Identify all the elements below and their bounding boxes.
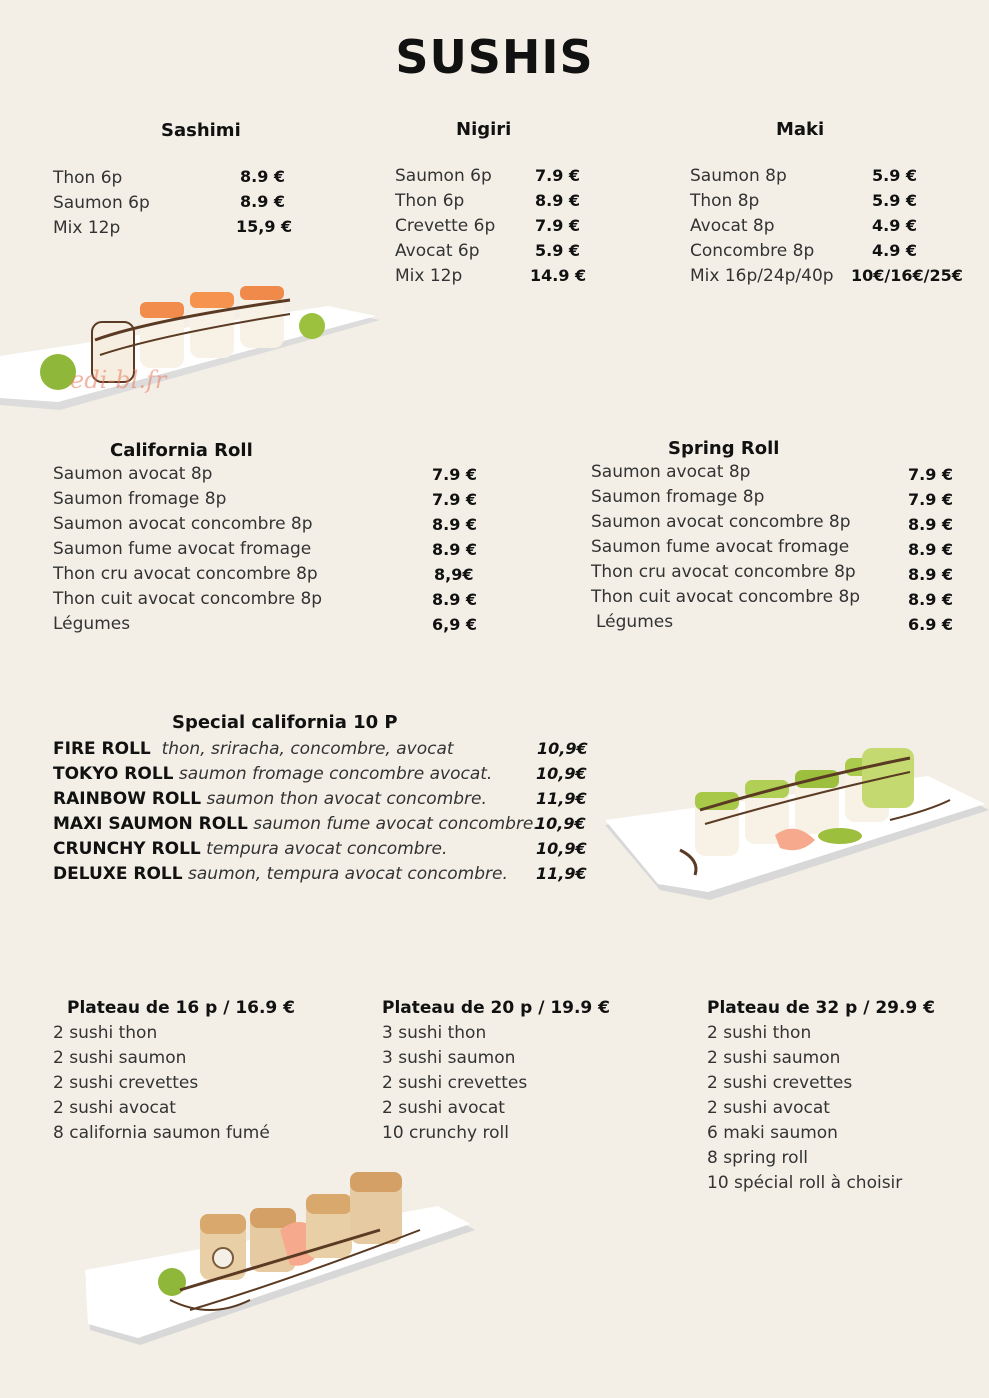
spring-item-price: 8.9 €	[908, 565, 954, 584]
plateau-item: 2 sushi saumon	[53, 1048, 187, 1068]
california-item-price: 8,9€	[434, 565, 474, 584]
sashimi-item-name: Saumon 6p	[53, 193, 150, 213]
california-item-price: 8.9 €	[432, 590, 478, 609]
sashimi-item-price: 8.9 €	[240, 167, 286, 186]
special-item-desc: saumon fume avocat concombre.	[253, 814, 539, 834]
special-heading: Special california 10 P	[172, 712, 398, 733]
plateau-heading: Plateau de 32 p / 29.9 €	[707, 998, 936, 1018]
nigiri-item-name: Avocat 6p	[395, 241, 480, 261]
california-item-price: 7.9 €	[432, 490, 478, 509]
spring-item-name: Saumon avocat 8p	[591, 462, 751, 482]
spring-heading: Spring Roll	[668, 438, 780, 459]
plateau-item: 2 sushi thon	[53, 1023, 158, 1043]
special-item-name: FIRE ROLL	[53, 739, 151, 759]
spring-item-price: 8.9 €	[908, 515, 954, 534]
california-item-name: Saumon fromage 8p	[53, 489, 227, 509]
sushi-plate-image-2	[600, 740, 989, 910]
sushi-plate-image-3	[80, 1170, 480, 1350]
sashimi-item-name: Mix 12p	[53, 218, 121, 238]
special-item-desc: thon, sriracha, concombre, avocat	[161, 739, 454, 759]
plateau-item: 2 sushi thon	[707, 1023, 812, 1043]
nigiri-heading: Nigiri	[456, 119, 512, 140]
special-item-price: 11,9€	[536, 789, 587, 808]
spring-item-name: Thon cru avocat concombre 8p	[591, 562, 856, 582]
special-item-price: 10,9€	[536, 839, 587, 858]
special-item-name: DELUXE ROLL	[53, 864, 183, 884]
sashimi-item-name: Thon 6p	[53, 168, 123, 188]
spring-item-price: 7.9 €	[908, 465, 954, 484]
plateau-item: 2 sushi crevettes	[707, 1073, 853, 1093]
nigiri-item-price: 7.9 €	[535, 216, 581, 235]
plateau-item: 3 sushi saumon	[382, 1048, 516, 1068]
special-item-price: 10,9€	[535, 814, 586, 833]
special-item	[53, 789, 487, 809]
plateau-item: 10 spécial roll à choisir	[707, 1173, 903, 1193]
california-item-name: Saumon avocat 8p	[53, 464, 213, 484]
special-item-price: 10,9€	[537, 739, 588, 758]
plateau-item: 6 maki saumon	[707, 1123, 838, 1143]
nigiri-item-price: 5.9 €	[535, 241, 581, 260]
sashimi-item-price: 15,9 €	[236, 217, 293, 236]
spring-item-name: Légumes	[596, 612, 674, 632]
maki-item-name: Mix 16p/24p/40p	[690, 266, 834, 286]
nigiri-item-price: 8.9 €	[535, 191, 581, 210]
nigiri-item-name: Saumon 6p	[395, 166, 492, 186]
plateau-item: 2 sushi saumon	[707, 1048, 841, 1068]
spring-item-price: 7.9 €	[908, 490, 954, 509]
maki-item-name: Saumon 8p	[690, 166, 787, 186]
plateau-item: 2 sushi avocat	[53, 1098, 176, 1118]
special-item-price: 10,9€	[536, 764, 587, 783]
maki-item-price: 10€/16€/25€	[851, 266, 963, 285]
plateau-item: 10 crunchy roll	[382, 1123, 509, 1143]
page-title: SUSHIS	[395, 30, 594, 84]
special-item-name: MAXI SAUMON ROLL	[53, 814, 248, 834]
maki-item-name: Thon 8p	[690, 191, 760, 211]
plateau-item: 2 sushi avocat	[382, 1098, 505, 1118]
plateau-heading: Plateau de 16 p / 16.9 €	[67, 998, 296, 1018]
plateau-item: 2 sushi crevettes	[53, 1073, 199, 1093]
maki-item-price: 4.9 €	[872, 216, 918, 235]
spring-item-price: 8.9 €	[908, 540, 954, 559]
special-item-price: 11,9€	[536, 864, 587, 883]
california-item-price: 8.9 €	[432, 515, 478, 534]
special-item-desc: saumon, tempura avocat concombre.	[188, 864, 508, 884]
california-heading: California Roll	[110, 440, 253, 461]
maki-heading: Maki	[776, 119, 825, 140]
spring-item-name: Thon cuit avocat concombre 8p	[591, 587, 861, 607]
special-item-desc: tempura avocat concombre.	[206, 839, 448, 859]
special-item-name: RAINBOW ROLL	[53, 789, 202, 809]
spring-item-name: Saumon avocat concombre 8p	[591, 512, 851, 532]
plateau-item: 2 sushi crevettes	[382, 1073, 528, 1093]
special-item	[53, 839, 447, 859]
sashimi-heading: Sashimi	[161, 120, 241, 141]
special-item-desc: saumon thon avocat concombre.	[206, 789, 487, 809]
special-item-name: TOKYO ROLL	[53, 764, 174, 784]
california-item-price: 6,9 €	[432, 615, 478, 634]
sashimi-item-price: 8.9 €	[240, 192, 286, 211]
spring-item-name: Saumon fromage 8p	[591, 487, 765, 507]
maki-item-name: Avocat 8p	[690, 216, 775, 236]
sushi-plate-image-1	[0, 280, 390, 420]
california-item-name: Thon cru avocat concombre 8p	[53, 564, 318, 584]
special-item	[53, 764, 492, 784]
california-item-name: Légumes	[53, 614, 131, 634]
nigiri-item-price: 14.9 €	[530, 266, 587, 285]
maki-item-price: 4.9 €	[872, 241, 918, 260]
watermark-text: edi-bl.fr	[70, 366, 167, 394]
plateau-item: 8 california saumon fumé	[53, 1123, 270, 1143]
california-item-name: Saumon fume avocat fromage	[53, 539, 312, 559]
special-item	[53, 739, 454, 759]
special-item	[53, 814, 539, 834]
spring-item-price: 8.9 €	[908, 590, 954, 609]
maki-item-price: 5.9 €	[872, 166, 918, 185]
maki-item-price: 5.9 €	[872, 191, 918, 210]
spring-item-price: 6.9 €	[908, 615, 954, 634]
maki-item-name: Concombre 8p	[690, 241, 815, 261]
plateau-item: 3 sushi thon	[382, 1023, 487, 1043]
special-item	[53, 864, 508, 884]
california-item-price: 7.9 €	[432, 465, 478, 484]
nigiri-item-name: Thon 6p	[395, 191, 465, 211]
plateau-item: 2 sushi avocat	[707, 1098, 830, 1118]
nigiri-item-name: Crevette 6p	[395, 216, 496, 236]
plateau-item: 8 spring roll	[707, 1148, 809, 1168]
california-item-price: 8.9 €	[432, 540, 478, 559]
california-item-name: Saumon avocat concombre 8p	[53, 514, 313, 534]
nigiri-item-price: 7.9 €	[535, 166, 581, 185]
spring-item-name: Saumon fume avocat fromage	[591, 537, 850, 557]
special-item-name: CRUNCHY ROLL	[53, 839, 201, 859]
nigiri-item-name: Mix 12p	[395, 266, 463, 286]
special-item-desc: saumon fromage concombre avocat.	[178, 764, 493, 784]
california-item-name: Thon cuit avocat concombre 8p	[53, 589, 323, 609]
plateau-heading: Plateau de 20 p / 19.9 €	[382, 998, 611, 1018]
